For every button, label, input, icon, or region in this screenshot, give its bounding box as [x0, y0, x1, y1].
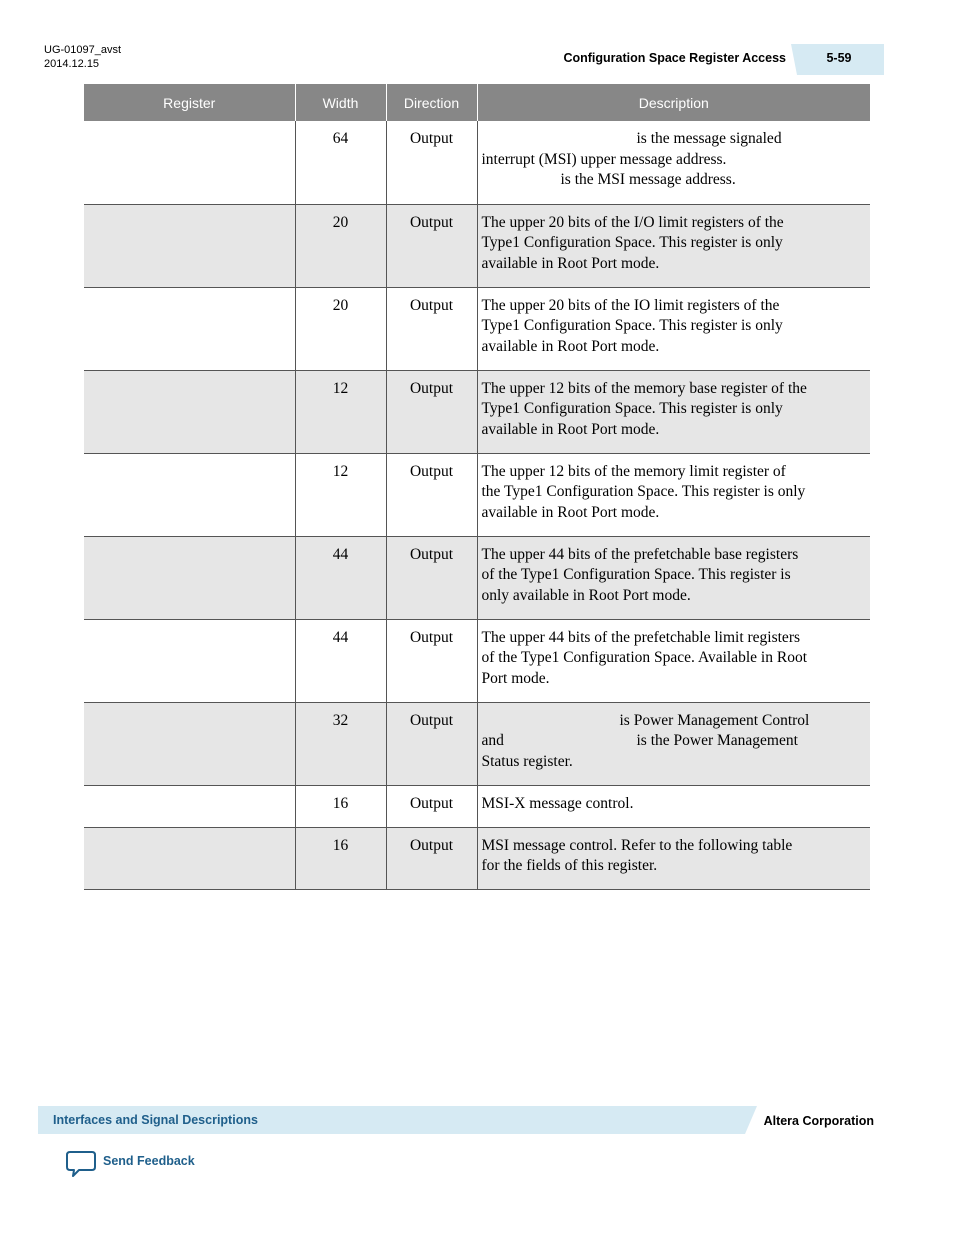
- description-line: Type1 Configuration Space. This register is only: [481, 400, 783, 418]
- width-cell: 20: [295, 287, 386, 370]
- register-cell: [84, 827, 295, 889]
- table-row: [84, 287, 870, 370]
- direction-cell: Output: [386, 702, 477, 785]
- column-header-register: Register: [84, 84, 295, 121]
- table-row: [84, 827, 870, 889]
- register-cell: [84, 536, 295, 619]
- footer-company: Altera Corporation: [763, 1114, 874, 1128]
- register-cell: [84, 370, 295, 453]
- page-number-tab: [797, 44, 884, 75]
- direction-cell: Output: [386, 121, 477, 204]
- send-feedback-label[interactable]: Send Feedback: [103, 1154, 195, 1168]
- description-line: is Power Management Control: [619, 711, 810, 729]
- description-line: The upper 20 bits of the IO limit registers of the: [481, 296, 780, 314]
- width-cell: 32: [295, 702, 386, 785]
- description-line: is the Power Management: [636, 732, 798, 750]
- footer-section-link[interactable]: Interfaces and Signal Descriptions: [53, 1113, 258, 1127]
- description-cell: [477, 204, 870, 287]
- description-line: only available in Root Port mode.: [481, 586, 691, 604]
- direction-cell: Output: [386, 370, 477, 453]
- column-header-direction: Direction: [386, 84, 477, 121]
- page-number: 5-59: [826, 51, 852, 65]
- width-cell: 12: [295, 370, 386, 453]
- description-line: of the Type1 Configuration Space. This register is: [481, 566, 791, 584]
- width-cell: 44: [295, 536, 386, 619]
- table-row: [84, 619, 870, 702]
- width-cell: 12: [295, 453, 386, 536]
- direction-cell: Output: [386, 619, 477, 702]
- description-line: for the fields of this register.: [481, 857, 658, 875]
- direction-cell: Output: [386, 536, 477, 619]
- width-cell: 20: [295, 204, 386, 287]
- description-line: is the MSI message address.: [560, 171, 736, 189]
- description-line: Type1 Configuration Space. This register is only: [481, 234, 783, 252]
- direction-cell: Output: [386, 827, 477, 889]
- column-header-width: Width: [295, 84, 386, 121]
- direction-cell: Output: [386, 785, 477, 827]
- direction-cell: Output: [386, 453, 477, 536]
- description-cell: [477, 287, 870, 370]
- description-line: The upper 12 bits of the memory limit register of: [481, 462, 786, 480]
- table-row: [84, 536, 870, 619]
- description-line: Port mode.: [481, 669, 550, 687]
- description-line: available in Root Port mode.: [481, 254, 660, 272]
- section-title: Configuration Space Register Access: [563, 51, 786, 65]
- direction-cell: Output: [386, 287, 477, 370]
- register-cell: [84, 287, 295, 370]
- description-line: interrupt (MSI) upper message address.: [481, 150, 727, 168]
- table-row: [84, 702, 870, 785]
- doc-date: 2014.12.15: [44, 58, 100, 70]
- description-line: The upper 44 bits of the prefetchable base registers: [481, 545, 799, 563]
- width-cell: 44: [295, 619, 386, 702]
- description-line: available in Root Port mode.: [481, 503, 660, 521]
- table-row: [84, 204, 870, 287]
- register-cell: [84, 702, 295, 785]
- register-cell: [84, 121, 295, 204]
- description-line: Type1 Configuration Space. This register is only: [481, 317, 783, 335]
- table-header-row: [84, 84, 870, 121]
- register-cell: [84, 619, 295, 702]
- description-cell: [477, 536, 870, 619]
- description-line: available in Root Port mode.: [481, 337, 660, 355]
- description-line: available in Root Port mode.: [481, 420, 660, 438]
- description-line: MSI message control. Refer to the following table: [481, 836, 793, 854]
- chat-bubble-icon: [66, 1150, 96, 1178]
- description-cell: [477, 785, 870, 827]
- document-id: [44, 43, 121, 71]
- doc-number: UG-01097_avst: [44, 44, 122, 56]
- width-cell: 16: [295, 827, 386, 889]
- description-line: and: [481, 732, 504, 750]
- description-line: The upper 20 bits of the I/O limit registers of the: [481, 213, 784, 231]
- register-table: [84, 84, 870, 890]
- description-line: is the message signaled: [636, 130, 782, 147]
- width-cell: 64: [295, 121, 386, 204]
- register-cell: [84, 785, 295, 827]
- description-cell: [477, 827, 870, 889]
- table-row: [84, 121, 870, 204]
- description-line: of the Type1 Configuration Space. Available in Root: [481, 649, 807, 667]
- register-cell: [84, 453, 295, 536]
- direction-cell: Output: [386, 204, 477, 287]
- description-cell: [477, 453, 870, 536]
- description-line: Status register.: [481, 752, 573, 770]
- table-row: [84, 370, 870, 453]
- table-row: [84, 453, 870, 536]
- description-line: The upper 12 bits of the memory base register of the: [481, 379, 807, 397]
- description-line: the Type1 Configuration Space. This register is only: [481, 483, 806, 501]
- description-line: The upper 44 bits of the prefetchable limit registers: [481, 628, 801, 646]
- description-cell: [477, 702, 870, 785]
- register-cell: [84, 204, 295, 287]
- description-cell: [477, 370, 870, 453]
- column-header-description: Description: [477, 84, 870, 121]
- description-cell: [477, 121, 870, 204]
- description-line: MSI-X message control.: [481, 794, 634, 812]
- table-row: [84, 785, 870, 827]
- description-cell: [477, 619, 870, 702]
- width-cell: 16: [295, 785, 386, 827]
